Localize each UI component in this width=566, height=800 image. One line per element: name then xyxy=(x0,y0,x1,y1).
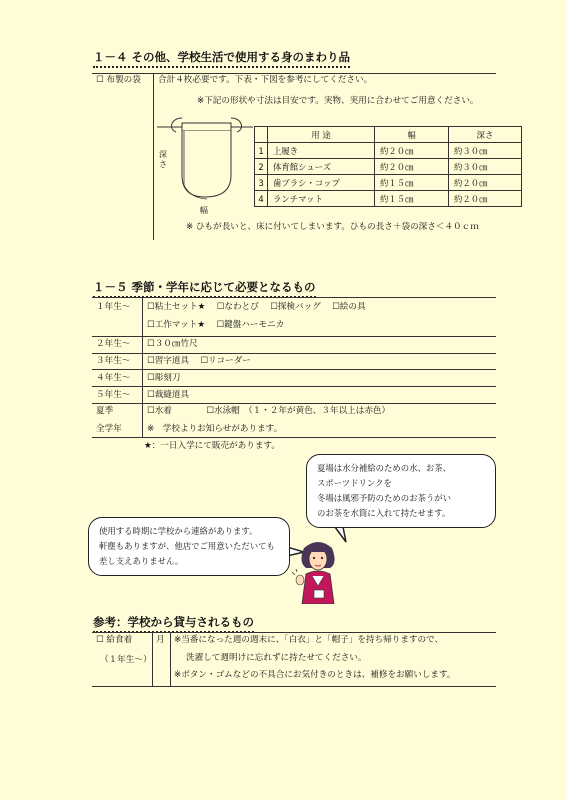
bag-diagram xyxy=(155,113,255,218)
grade-label: １年生～ xyxy=(96,302,131,312)
grade-label: ３年生～ xyxy=(96,356,131,366)
table-header-cell: 用 途 xyxy=(268,127,375,143)
table-cell: 約２０㎝ xyxy=(375,159,449,175)
bag-note: ※下記の形状や寸法は目安です。実物、実用に合わせてご用意ください。 xyxy=(197,96,479,106)
table-cell: 約２０㎝ xyxy=(375,143,449,159)
divider xyxy=(152,632,153,686)
table-cell: 約３０㎝ xyxy=(449,159,522,175)
depth-label: 深さ xyxy=(159,150,167,169)
divider xyxy=(92,386,496,387)
table-cell: 4 xyxy=(255,191,268,207)
table-row xyxy=(255,175,522,191)
table-cell: ランチマット xyxy=(268,191,375,207)
divider xyxy=(92,686,496,687)
table-row xyxy=(255,191,522,207)
grade-label: ４年生～ xyxy=(96,373,131,383)
table-cell: 約３０㎝ xyxy=(449,143,522,159)
bubble-line: 夏場は水分補給のための水、お茶、 xyxy=(317,463,451,473)
table-header-cell: 幅 xyxy=(375,127,449,143)
bubble-line: 冬場は風邪予防のためのお茶うがい xyxy=(317,493,451,503)
grade-label: ２年生～ xyxy=(96,339,131,349)
table-cell: 1 xyxy=(255,143,268,159)
grade-label: ５年生～ xyxy=(96,390,131,400)
reference-title: 参考：学校から貸与されるもの xyxy=(93,614,254,633)
bubble-line: のお茶を水筒に入れて持たせます。 xyxy=(317,508,451,518)
speech-bubble-right xyxy=(306,454,496,528)
table-header-cell xyxy=(255,127,268,143)
grade-items: ☐３０㎝竹尺 xyxy=(147,339,198,349)
lent-item-note: ※ボタン・ゴムなどの不具合にお気付きのときは、補修をお願いします。 xyxy=(174,670,456,680)
grade-items: ☐習字道具 ☐リコーダー xyxy=(147,356,251,366)
table-cell: 約１５㎝ xyxy=(375,175,449,191)
divider xyxy=(92,403,496,404)
lent-item-period: 月 xyxy=(156,635,165,645)
lent-item-grade: （１年生～） xyxy=(100,655,152,665)
bubble-line: 差し支えありません。 xyxy=(99,556,184,566)
divider xyxy=(92,297,496,298)
divider xyxy=(170,632,171,686)
divider xyxy=(142,297,143,437)
section-1-4-title: １－４ その他、学校生活で使用する身のまわり品 xyxy=(93,49,350,68)
table-cell: 約２０㎝ xyxy=(449,175,522,191)
lent-item-note: ※当番になった週の週末に、「白衣」と「帽子」を持ち帰りますので、 xyxy=(174,635,444,645)
grade-items: ☐水着 ☐水泳帽 （１・２年が黄色、３年以上は赤色） xyxy=(147,406,391,416)
bubble-line: スポーツドリンクを xyxy=(317,478,392,488)
teacher-illustration xyxy=(288,538,348,604)
bubble-line: 軒塵もありますが、他店でご用意いただいても xyxy=(99,541,275,551)
table-cell: 3 xyxy=(255,175,268,191)
star-note: ★：一日入学にて販売があります。 xyxy=(144,441,280,451)
divider xyxy=(153,73,154,240)
section-1-5-title: １－５ 季節・学年に応じて必要となるもの xyxy=(93,279,316,298)
grade-label: 全学年 xyxy=(96,424,122,434)
table-header-cell: 深さ xyxy=(449,127,522,143)
table-row xyxy=(255,143,522,159)
grade-label: 夏季 xyxy=(96,406,114,416)
grade-items: ☐工作マット★ ☐鍵盤ハーモニカ xyxy=(147,320,285,330)
divider xyxy=(92,369,496,370)
width-label: 幅 xyxy=(200,206,208,215)
table-header-row xyxy=(255,127,522,143)
bag-size-table xyxy=(254,126,522,207)
divider xyxy=(92,336,496,337)
table-row xyxy=(255,159,522,175)
grade-items: ※ 学校よりお知らせがあります。 xyxy=(147,424,283,434)
table-cell: 約１５㎝ xyxy=(375,191,449,207)
string-length-note: ※ ひもが長いと、床に付いてしまいます。ひもの長さ＋袋の深さ＜４０ｃｍ xyxy=(186,222,479,232)
table-cell: 約２０㎝ xyxy=(449,191,522,207)
speech-bubble-left xyxy=(88,517,290,576)
bag-instruction: 合計４枚必要です。下表・下図を参考にしてください。 xyxy=(158,75,373,85)
grade-items: ☐粘土セット★ ☐なわとび ☐探検バッグ ☐絵の具 xyxy=(147,302,366,312)
divider xyxy=(92,353,496,354)
grade-items: ☐裁縫道具 xyxy=(147,390,190,400)
bag-item-label: ☐ 布製の袋 xyxy=(96,75,141,85)
table-cell: 歯ブラシ・コップ xyxy=(268,175,375,191)
bubble-line: 使用する時期に学校から連絡があります。 xyxy=(99,526,258,536)
lent-item-note: 洗濯して週明けに忘れずに持たせてください。 xyxy=(186,653,367,663)
table-cell: 2 xyxy=(255,159,268,175)
grade-items: ☐彫刻刀 xyxy=(147,373,181,383)
table-cell: 上履き xyxy=(268,143,375,159)
lent-item-label: ☐ 給食着 xyxy=(96,635,133,645)
divider xyxy=(92,437,496,438)
table-cell: 体育館シューズ xyxy=(268,159,375,175)
